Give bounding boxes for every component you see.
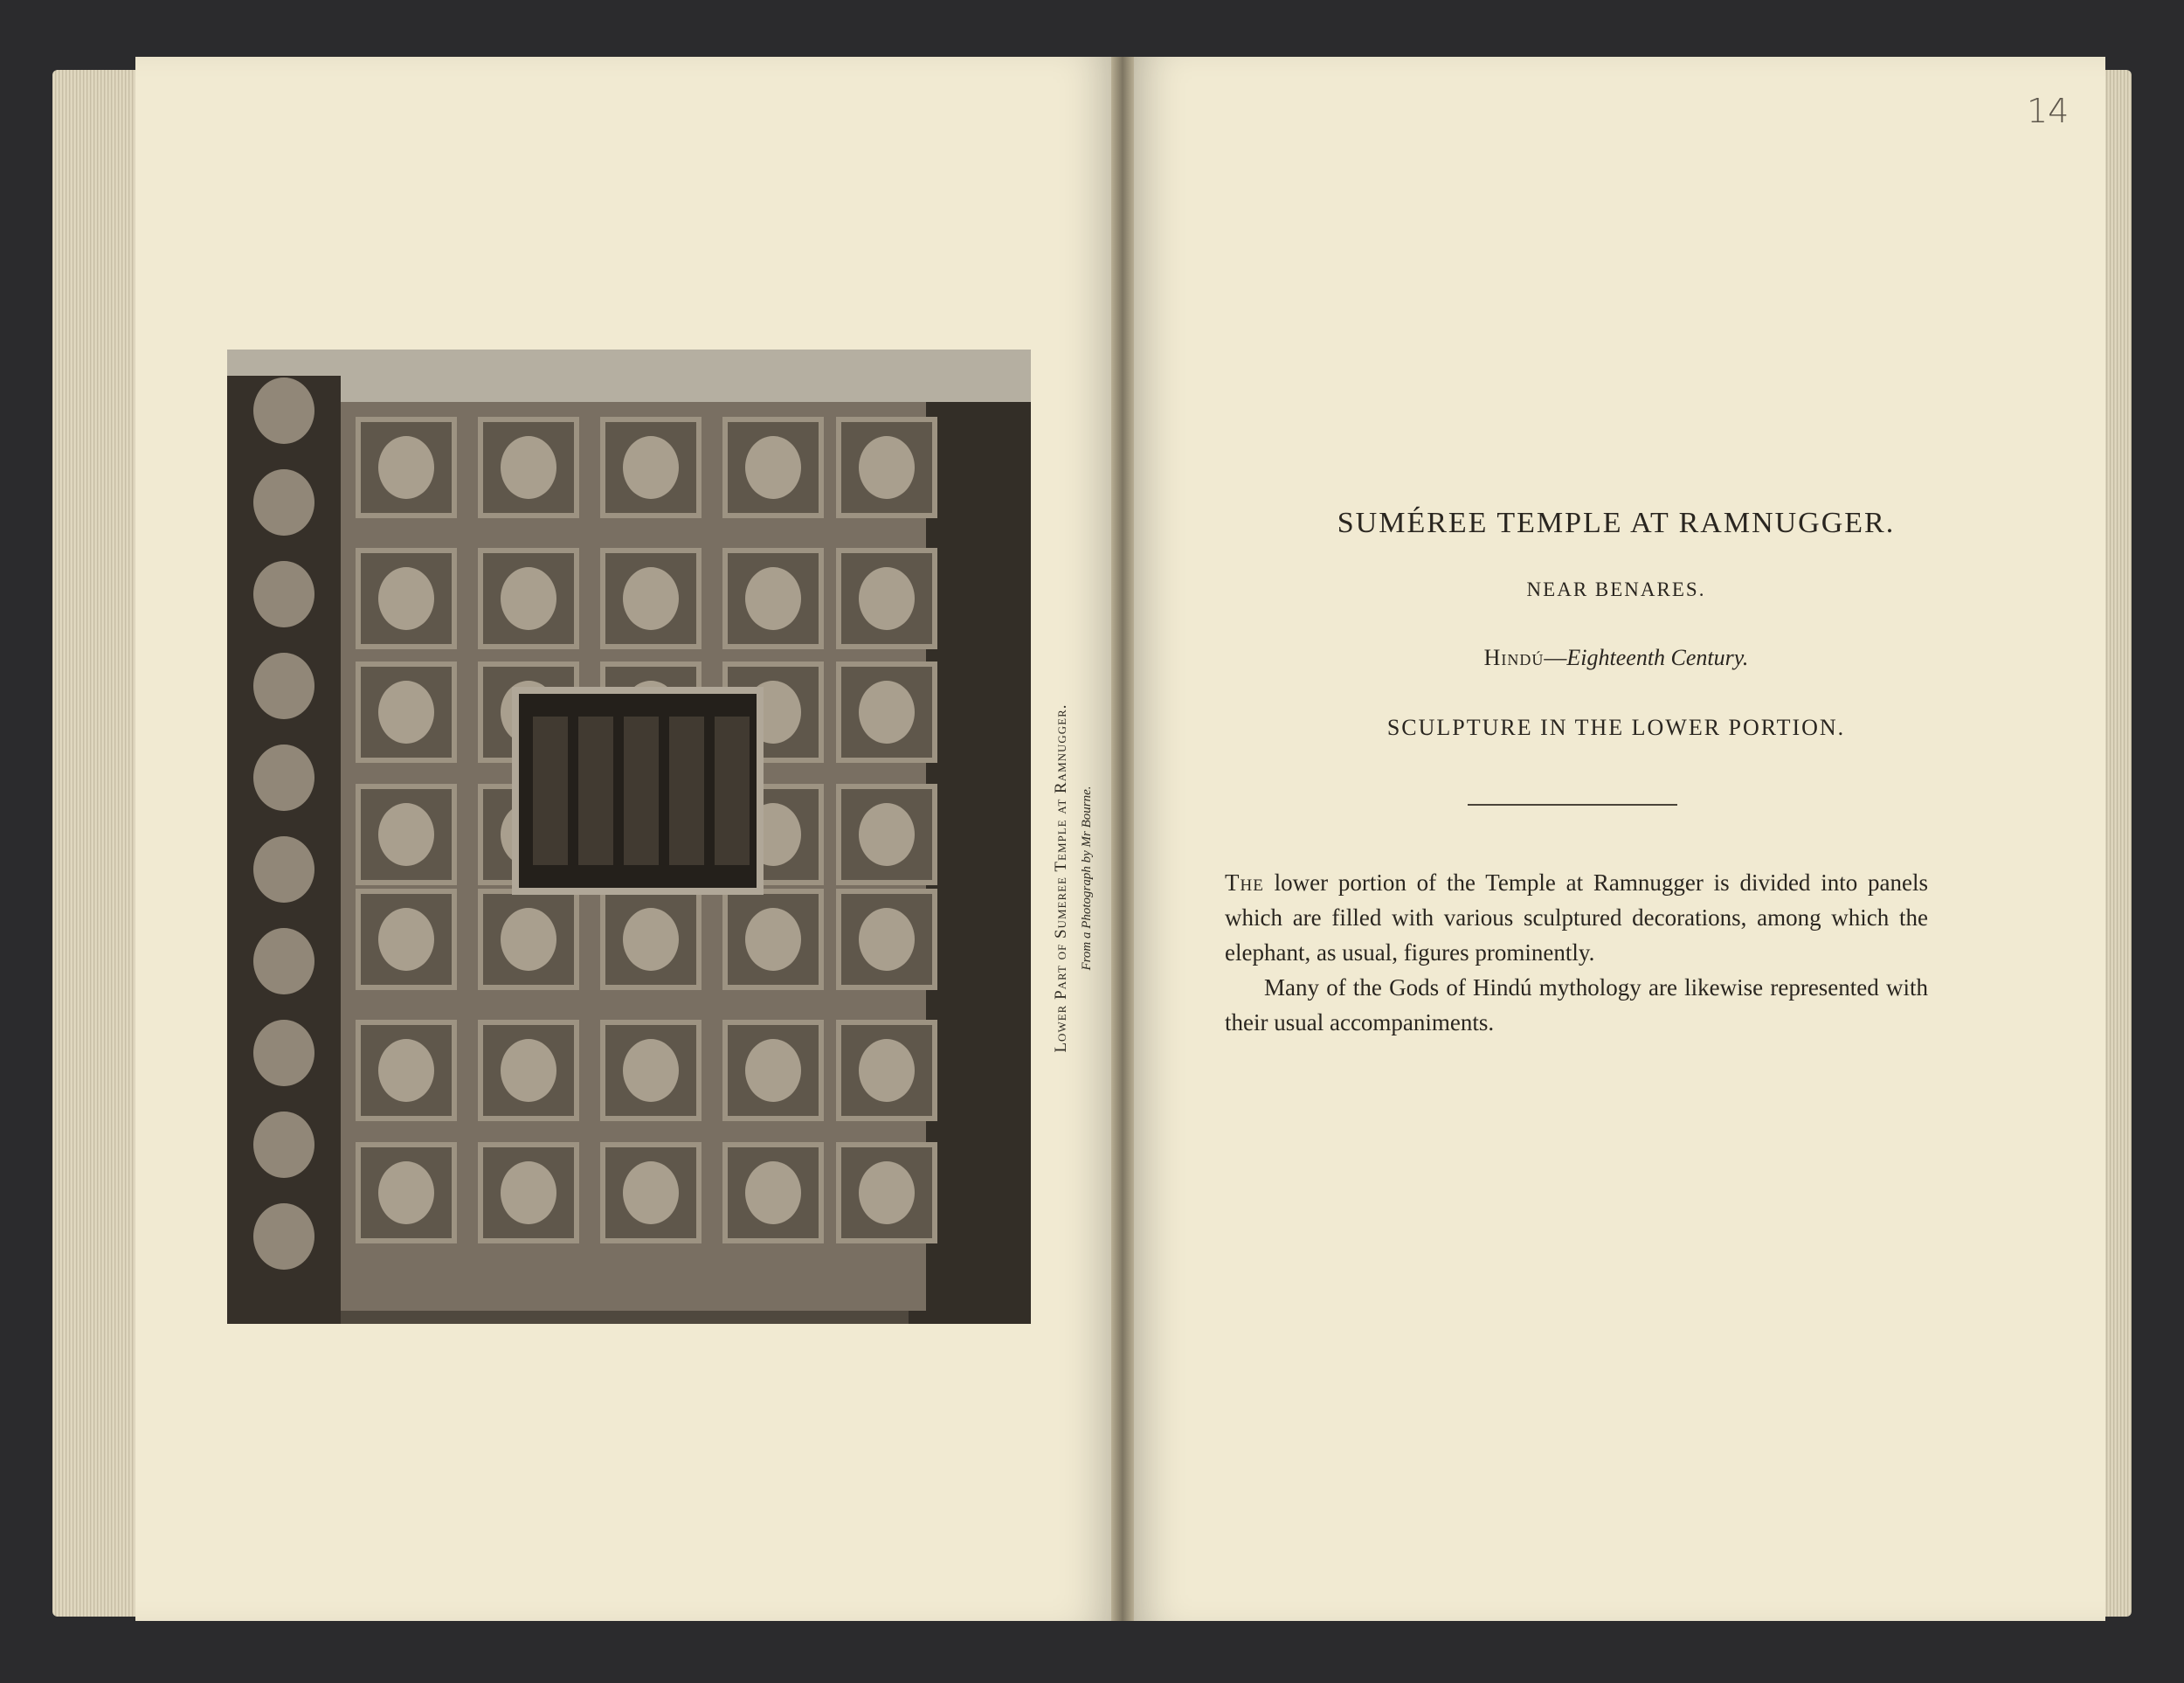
plate-caption bbox=[1048, 634, 1118, 1123]
temple-photograph-image bbox=[227, 350, 1031, 1324]
paragraph-1 bbox=[1225, 865, 1928, 970]
style-dash: — bbox=[1544, 645, 1567, 670]
page-subtitle: NEAR BENARES. bbox=[1526, 578, 1706, 600]
plate-caption-title: Lower Part of Sumeree Temple at Ramnugger. bbox=[1052, 703, 1070, 1053]
paragraph-1-lead: The bbox=[1225, 869, 1264, 896]
period-label: Eighteenth Century. bbox=[1566, 645, 1749, 670]
paragraph-1-body: lower portion of the Temple at Ramnugger is divided into panels which are filled with various sculptured decorations, among which the elephant, as usual, figures prominently. bbox=[1225, 869, 1928, 966]
divider-rule bbox=[1468, 804, 1677, 806]
style-label: Hindú bbox=[1483, 645, 1545, 670]
right-page bbox=[1131, 57, 2105, 1621]
temple-photograph bbox=[227, 350, 1031, 1324]
book-page-edges-left bbox=[52, 70, 149, 1617]
description-text bbox=[1225, 865, 1928, 1040]
plate-caption-credit: From a Photograph by Mr Bourne. bbox=[1080, 786, 1094, 971]
section-heading: SCULPTURE IN THE LOWER PORTION. bbox=[1386, 715, 1846, 740]
paragraph-2: Many of the Gods of Hindú mythology are likewise represented with their usual accompaniments. bbox=[1225, 974, 1928, 1035]
photo-tone bbox=[227, 350, 1031, 1324]
page-title: SUMÉREE TEMPLE AT RAMNUGGER. bbox=[1337, 507, 1896, 539]
page-number: 14 bbox=[2027, 92, 2070, 130]
style-period-line bbox=[1258, 645, 1974, 671]
